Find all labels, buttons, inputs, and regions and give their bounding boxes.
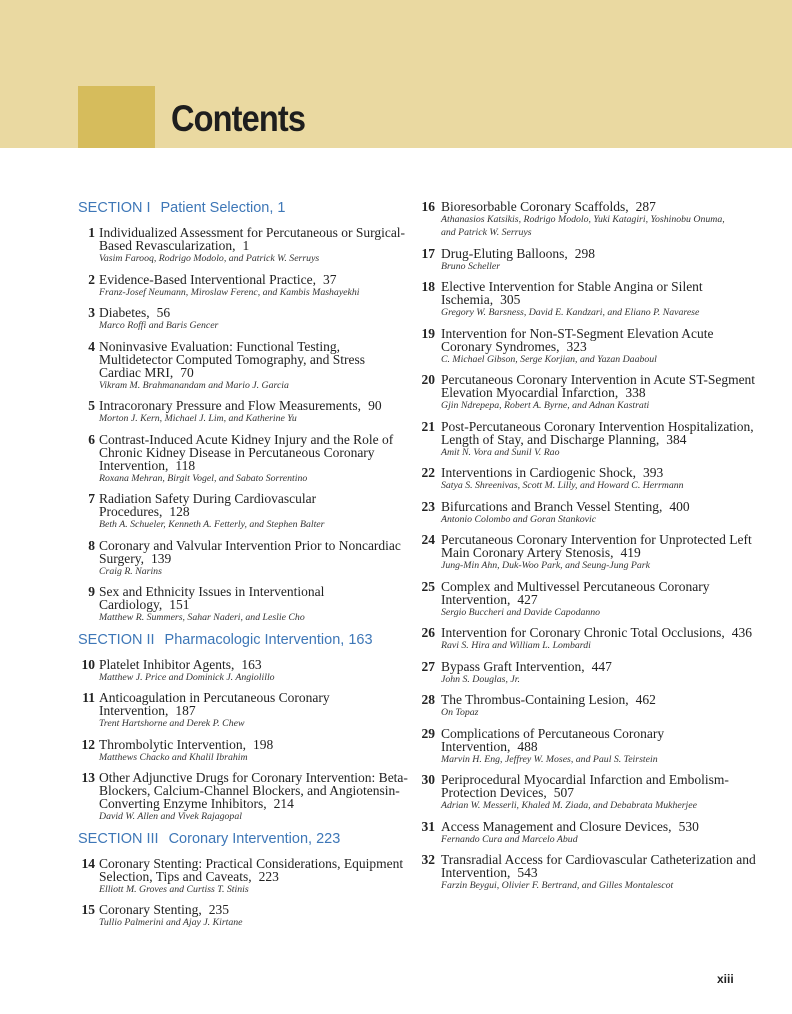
chapter-number: 11 (82, 690, 95, 705)
chapter-title: Other Adjunctive Drugs for Coronary Intervention: Beta-Blockers, Calcium-Channel Blockers, and Angiotensin-Converting Enzyme Inhibitors, (99, 770, 408, 811)
chapter-page: 163 (241, 656, 262, 672)
chapter-page: 151 (169, 597, 190, 612)
chapter-title: Sex and Ethnicity Issues in Interventional Cardiology, (99, 584, 325, 612)
chapter-page: 198 (252, 736, 274, 752)
chapter-page: 393 (642, 465, 664, 480)
chapter-page: 543 (517, 865, 538, 880)
chapter-title: Access Management and Closure Devices, (441, 818, 672, 834)
chapter-page: 400 (669, 498, 690, 514)
chapter-page: 436 (731, 625, 752, 640)
toc-entry-2[interactable] (78, 273, 408, 299)
chapter-authors: Roxana Mehran, Birgit Vogel, and Sabato Sorrentino (99, 472, 308, 484)
chapter-page: 419 (620, 545, 641, 560)
chapter-authors: Vasim Farooq, Rodrigo Modolo, and Patrick W. Serruys (99, 253, 320, 264)
toc-entry-30[interactable] (418, 773, 763, 812)
chapter-authors: Morton J. Kern, Michael J. Lim, and Katherine Yu (99, 413, 297, 424)
toc-entry-20[interactable] (418, 373, 763, 412)
chapter-title: Periprocedural Myocardial Infarction and Embolism-Protection Devices, (441, 772, 729, 800)
toc-entry-17[interactable] (418, 247, 763, 273)
section-name: Patient Selection, (160, 200, 274, 216)
chapter-number: 28 (421, 692, 435, 707)
chapter-title: Bypass Graft Intervention, (441, 658, 585, 674)
section-name: Pharmacologic Intervention, (164, 631, 345, 648)
section-page: 223 (316, 830, 341, 847)
chapter-number: 20 (421, 372, 435, 387)
chapter-number: 12 (81, 736, 95, 752)
chapter-page: 338 (625, 385, 646, 400)
chapter-page: 56 (156, 305, 171, 320)
chapter-title: Drug-Eluting Balloons, (441, 245, 568, 261)
chapter-title: Individualized Assessment for Percutaneous or Surgical-Based Revascularization, (99, 225, 406, 253)
section-heading-1[interactable] (78, 200, 408, 217)
chapter-number: 31 (421, 818, 435, 834)
chapter-number: 30 (421, 772, 435, 787)
chapter-authors: Gregory W. Barsness, David E. Kandzari, and Eliano P. Navarese (441, 307, 700, 318)
chapter-number: 19 (421, 325, 435, 341)
toc-entry-27[interactable] (418, 660, 763, 686)
chapter-title: Intervention for Non-ST-Segment Elevation Acute Coronary Syndromes, (441, 325, 714, 354)
toc-entry-14[interactable] (78, 857, 408, 896)
chapter-page: 305 (500, 292, 521, 307)
chapter-authors: Tullio Palmerini and Ajay J. Kirtane (99, 917, 243, 928)
toc-entry-10[interactable] (78, 658, 408, 684)
chapter-authors: Trent Hartshorne and Derek P. Chew (99, 718, 245, 729)
chapter-authors: Fernando Cura and Marcelo Abud (441, 833, 578, 845)
section-page: 1 (277, 200, 286, 216)
chapter-page: 37 (323, 271, 337, 287)
chapter-page: 427 (517, 591, 538, 607)
chapter-authors: C. Michael Gibson, Serge Korjian, and Yazan Daaboul (441, 353, 657, 365)
toc-entry-31[interactable] (418, 820, 763, 846)
chapter-authors: Craig R. Narins (99, 565, 162, 577)
chapter-title: Evidence-Based Interventional Practice, (99, 271, 317, 287)
chapter-authors: Antonio Colombo and Goran Stankovic (441, 513, 597, 525)
toc-entry-5[interactable] (78, 399, 408, 425)
toc-column-left (78, 200, 408, 937)
toc-entry-3[interactable] (78, 306, 408, 332)
chapter-title: Contrast-Induced Acute Kidney Injury and the Role of Chronic Kidney Disease in Percutaneous Coronary Intervention, (99, 431, 394, 473)
chapter-number: 29 (421, 725, 435, 741)
chapter-authors: Adrian W. Messerli, Khaled M. Ziada, and Debabrata Mukherjee (441, 800, 697, 811)
chapter-authors: Sergio Buccheri and Davide Capodanno (441, 606, 601, 618)
chapter-authors: Amit N. Vora and Sunil V. Rao (441, 446, 560, 458)
chapter-title: Radiation Safety During Cardiovascular Procedures, (99, 491, 317, 519)
chapter-number: 21 (421, 418, 435, 434)
toc-entry-32[interactable] (418, 853, 763, 892)
chapter-number: 13 (81, 770, 95, 785)
chapter-number: 2 (88, 271, 95, 287)
section-name: Coronary Intervention, (168, 830, 313, 847)
chapter-page: 139 (151, 550, 172, 566)
section-label: SECTION III (78, 830, 159, 847)
chapter-title: Platelet Inhibitor Agents, (99, 656, 235, 672)
chapter-number: 25 (421, 578, 435, 594)
chapter-title: Transradial Access for Cardiovascular Catheterization and Intervention, (441, 852, 756, 880)
page-number: xiii (717, 972, 734, 986)
chapter-authors: On Topaz (441, 707, 479, 718)
chapter-page: 530 (678, 818, 699, 834)
chapter-authors: Marco Roffi and Baris Gencer (99, 320, 219, 331)
chapter-authors: Matthew J. Price and Dominick J. Angiolillo (99, 671, 275, 683)
chapter-number: 5 (88, 398, 95, 413)
chapter-number: 26 (421, 625, 435, 640)
toc-entry-18[interactable] (418, 280, 763, 319)
chapter-title: Coronary and Valvular Intervention Prior to Noncardiac Surgery, (99, 537, 401, 566)
section-page: 163 (348, 631, 373, 648)
chapter-page: 287 (635, 199, 656, 214)
chapter-number: 4 (88, 338, 95, 354)
chapter-title: Coronary Stenting: Practical Considerations, Equipment Selection, Tips and Caveats, (99, 855, 404, 884)
chapter-number: 9 (88, 584, 95, 599)
header-accent-square (78, 86, 155, 148)
toc-entry-11[interactable] (78, 691, 408, 730)
chapter-title: The Thrombus-Containing Lesion, (441, 692, 629, 707)
chapter-page: 462 (635, 692, 656, 707)
chapter-number: 1 (88, 225, 95, 240)
toc-entry-21[interactable] (418, 420, 763, 459)
chapter-page: 384 (666, 431, 687, 447)
chapter-page: 70 (180, 364, 194, 380)
chapter-authors: Matthew R. Summers, Sahar Naderi, and Leslie Cho (99, 612, 305, 623)
toc-entry-16[interactable] (418, 200, 763, 239)
chapter-number: 8 (88, 537, 95, 553)
section-label: SECTION I (78, 200, 151, 216)
toc-entry-6[interactable] (78, 433, 408, 485)
chapter-authors: Vikram M. Brahmanandam and Mario J. Garcia (99, 379, 289, 391)
chapter-number: 27 (421, 658, 435, 674)
chapter-authors: David W. Allen and Vivek Rajagopal (99, 811, 242, 822)
toc-entry-4[interactable] (78, 340, 408, 392)
chapter-number: 32 (421, 852, 435, 867)
chapter-authors: Beth A. Schueler, Kenneth A. Fetterly, and Stephen Balter (99, 519, 325, 530)
toc-column-right (418, 200, 763, 900)
chapter-page: 90 (368, 398, 382, 413)
chapter-authors: Marvin H. Eng, Jeffrey W. Moses, and Paul S. Teirstein (441, 753, 658, 765)
chapter-authors: Bruno Scheller (441, 260, 501, 272)
chapter-title: Intracoronary Pressure and Flow Measurements, (99, 398, 362, 413)
section-heading-3[interactable] (78, 831, 408, 848)
chapter-page: 187 (175, 703, 196, 718)
chapter-authors: Gjin Ndrepepa, Robert A. Byrne, and Adnan Kastrati (441, 400, 650, 411)
toc-entry-15[interactable] (78, 903, 408, 929)
toc-entry-19[interactable] (418, 327, 763, 366)
chapter-title: Bioresorbable Coronary Scaffolds, (441, 199, 629, 214)
chapter-page: 214 (273, 796, 294, 811)
chapter-page: 447 (591, 658, 612, 674)
chapter-number: 10 (81, 656, 95, 672)
chapter-number: 18 (421, 279, 435, 294)
chapter-number: 15 (81, 902, 95, 917)
chapter-title: Complex and Multivessel Percutaneous Coronary Intervention, (441, 578, 710, 607)
chapter-title: Interventions in Cardiogenic Shock, (441, 465, 636, 480)
chapter-page: 488 (517, 738, 538, 754)
chapter-title: Anticoagulation in Percutaneous Coronary Intervention, (99, 690, 330, 718)
toc-entry-9[interactable] (78, 585, 408, 624)
chapter-page: 223 (258, 868, 279, 884)
chapter-page: 298 (574, 245, 595, 261)
toc-entry-22[interactable] (418, 466, 763, 492)
toc-entry-13[interactable] (78, 771, 408, 823)
chapter-page: 235 (208, 902, 229, 917)
toc-entry-1[interactable] (78, 226, 408, 265)
chapter-authors: Matthews Chacko and Khalil Ibrahim (99, 751, 248, 763)
section-heading-2[interactable] (78, 632, 408, 649)
toc-entry-29[interactable] (418, 727, 763, 766)
chapter-title: Post-Percutaneous Coronary Intervention Hospitalization, Length of Stay, and Discharge Planning, (441, 418, 754, 447)
chapter-authors: Elliott M. Groves and Curtiss T. Stinis (99, 883, 249, 895)
chapter-number: 17 (421, 245, 435, 261)
chapter-title: Elective Intervention for Stable Angina or Silent Ischemia, (441, 279, 703, 307)
chapter-authors: John S. Douglas, Jr. (441, 673, 520, 685)
chapter-title: Coronary Stenting, (99, 902, 202, 917)
chapter-page: 118 (175, 457, 196, 473)
chapter-number: 16 (421, 199, 435, 214)
chapter-title: Noninvasive Evaluation: Functional Testing, Multidetector Computed Tomography, and Stress Cardiac MRI, (99, 338, 366, 380)
chapter-authors: Farzin Beygui, Olivier F. Bertrand, and Gilles Montalescot (441, 880, 674, 891)
chapter-page: 128 (169, 504, 190, 519)
chapter-title: Thrombolytic Intervention, (99, 736, 246, 752)
toc-entry-28[interactable] (418, 693, 763, 719)
chapter-page: 1 (242, 238, 250, 253)
chapter-page: 323 (566, 338, 587, 354)
chapter-title: Percutaneous Coronary Intervention for Unprotected Left Main Coronary Artery Stenosis, (441, 532, 752, 560)
chapter-number: 23 (421, 498, 435, 514)
chapter-number: 24 (421, 532, 435, 547)
chapter-title: Diabetes, (99, 305, 150, 320)
chapter-title: Intervention for Coronary Chronic Total Occlusions, (441, 625, 725, 640)
chapter-title: Percutaneous Coronary Intervention in Acute ST-Segment Elevation Myocardial Infarction, (441, 372, 756, 400)
chapter-title: Bifurcations and Branch Vessel Stenting, (441, 498, 663, 514)
chapter-authors: Athanasios Katsikis, Rodrigo Modolo, Yuki Katagiri, Yoshinobu Onuma, and Patrick W. Serruys (441, 214, 725, 238)
chapter-authors: Ravi S. Hira and William L. Lombardi (441, 640, 591, 651)
chapter-number: 6 (88, 431, 95, 447)
chapter-authors: Satya S. Shreenivas, Scott M. Lilly, and Howard C. Herrmann (441, 480, 684, 491)
toc-entry-23[interactable] (418, 500, 763, 526)
toc-entry-26[interactable] (418, 626, 763, 652)
chapter-authors: Jung-Min Ahn, Duk-Woo Park, and Seung-Jung Park (441, 560, 650, 571)
chapter-page: 507 (553, 785, 574, 800)
toc-entry-24[interactable] (418, 533, 763, 572)
toc-entry-8[interactable] (78, 539, 408, 578)
toc-entry-12[interactable] (78, 738, 408, 764)
toc-entry-25[interactable] (418, 580, 763, 619)
section-label: SECTION II (78, 631, 155, 648)
chapter-title: Complications of Percutaneous Coronary Intervention, (441, 725, 665, 754)
chapter-number: 7 (88, 491, 95, 506)
chapter-authors: Franz-Josef Neumann, Miroslaw Ferenc, and Kambis Mashayekhi (99, 286, 360, 298)
toc-entry-7[interactable] (78, 492, 408, 531)
chapter-number: 22 (421, 465, 435, 480)
chapter-number: 3 (88, 305, 95, 320)
page-title: Contents (171, 98, 306, 139)
chapter-number: 14 (81, 855, 95, 871)
